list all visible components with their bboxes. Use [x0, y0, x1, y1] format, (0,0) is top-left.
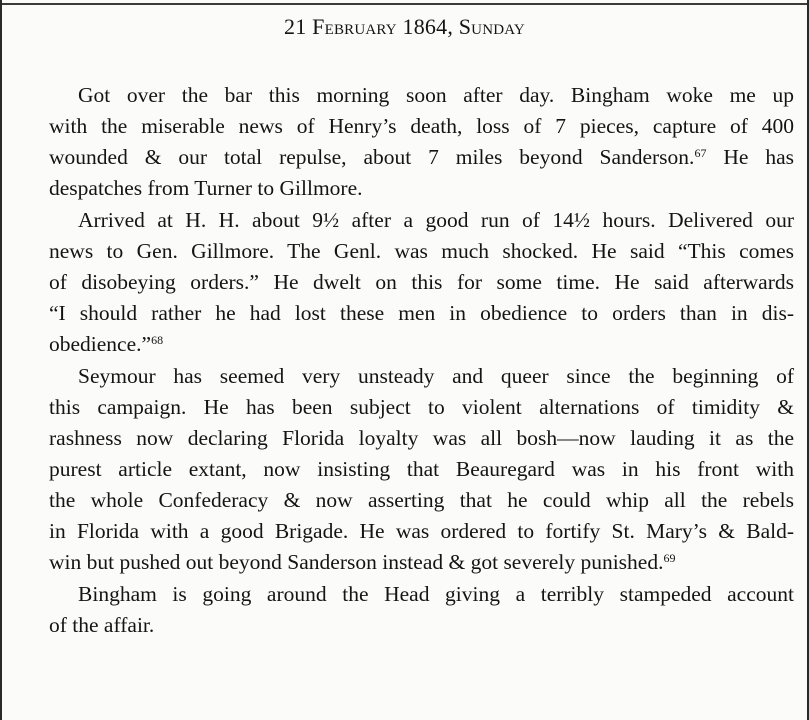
paragraph-4 [20, 579, 794, 641]
text-line: of disobeying orders.” He dwelt on this for some time. He said afterwards [49, 270, 794, 294]
entry-heading: 21 February 1864, Sunday [284, 14, 525, 39]
paragraph-3 [20, 361, 794, 578]
text-line: rashness now declaring Florida loyalty was all bosh—now lauding it as the [49, 426, 794, 450]
footnote-marker-67[interactable]: 67 [694, 146, 707, 160]
text-line: this campaign. He has been subject to violent alternations of timidity & [49, 395, 794, 419]
text-line: wounded & our total repulse, about 7 miles beyond Sanderson.$^{67}$ He has [49, 145, 795, 169]
footnote-marker-69[interactable]: 69 [663, 551, 676, 565]
text-line: Bingham is going around the Head giving a terribly stampeded account [78, 582, 794, 606]
footnote-marker-68[interactable]: 68 [151, 333, 164, 347]
text-line: Got over the bar this morning soon after day. Bingham woke me up [78, 83, 794, 107]
entry-body [20, 80, 794, 642]
text-line: “I should rather he had lost these men in obedience to orders than in dis- [49, 301, 794, 325]
text-line: in Florida with a good Brigade. He was ordered to fortify St. Mary’s & Bald- [49, 519, 794, 543]
text-line: win but pushed out beyond Sanderson instead & got severely punished.$^{69}$ [49, 550, 676, 574]
text-line: Seymour has seemed very unsteady and queer since the beginning of [78, 364, 794, 388]
text-line: news to Gen. Gillmore. The Genl. was much shocked. He said “This comes [49, 239, 794, 263]
text-line: of the affair. [49, 613, 155, 637]
text-line: Arrived at H. H. about 9½ after a good run of 14½ hours. Delivered our [78, 208, 794, 232]
text-line: purest article extant, now insisting that Beauregard was in his front with [49, 457, 794, 481]
text-line: the whole Confederacy & now asserting that he could whip all the rebels [49, 488, 794, 512]
text-line: obedience.”$^{68}$ [49, 332, 164, 356]
top-rule [2, 3, 807, 5]
paragraph-1 [20, 80, 794, 204]
paragraph-2 [20, 205, 794, 360]
text-line: with the miserable news of Henry’s death, loss of 7 pieces, capture of 400 [49, 114, 794, 138]
text-line: despatches from Turner to Gillmore. [49, 176, 363, 200]
